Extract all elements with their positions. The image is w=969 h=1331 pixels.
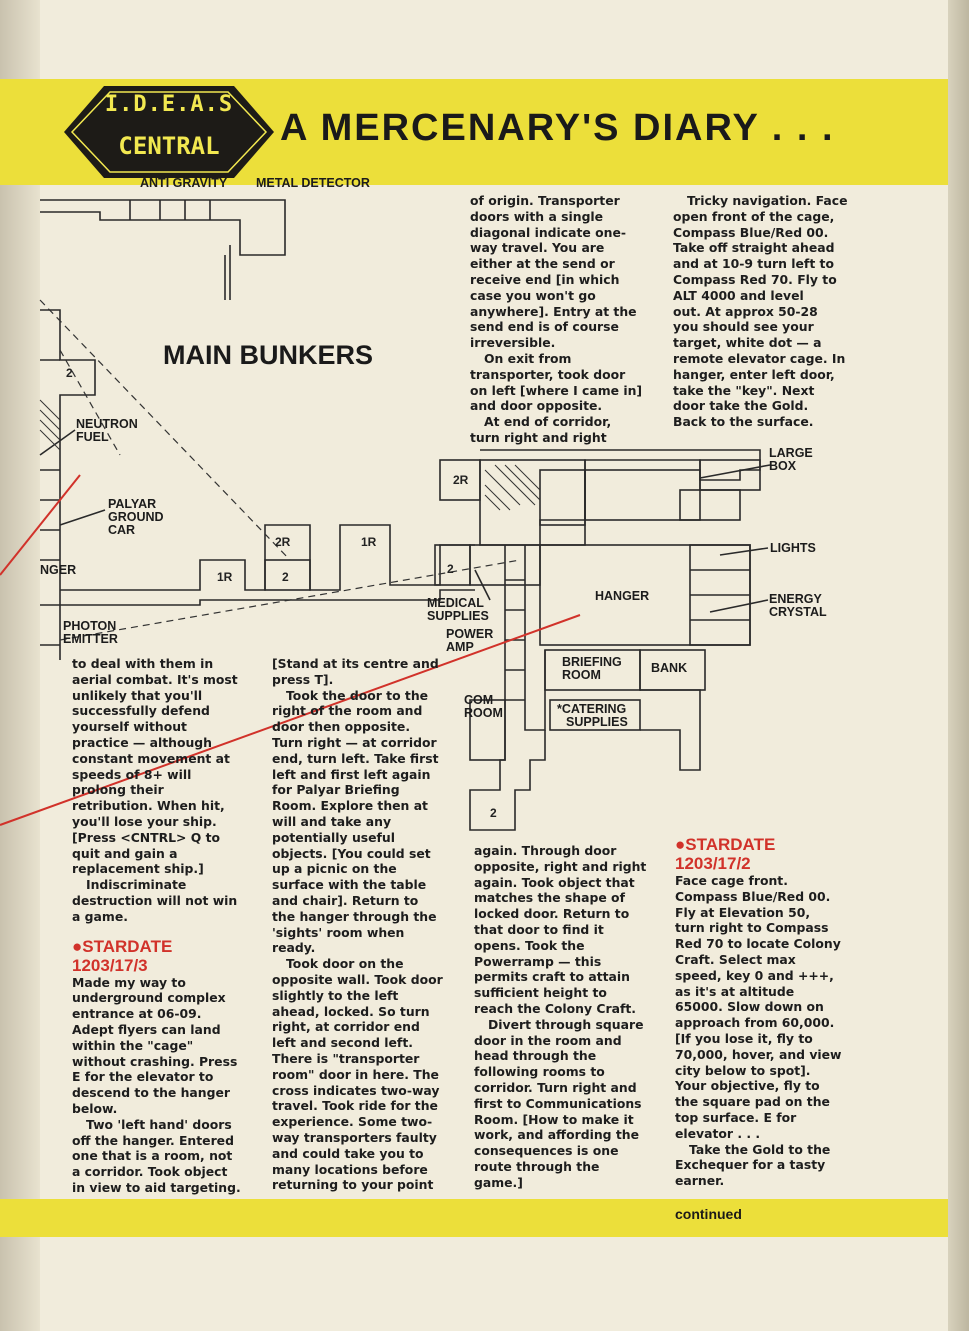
- label-catering-supplies: *CATERING SUPPLIES: [557, 702, 628, 729]
- label-briefing-room: BRIEFING ROOM: [562, 655, 622, 682]
- room-number: 1R: [361, 535, 377, 549]
- footer-band: [0, 1199, 948, 1237]
- label-energy-crystal: ENERGY CRYSTAL: [769, 592, 827, 619]
- room-number: 2R: [275, 535, 291, 549]
- label-metal-detector: METAL DETECTOR: [256, 176, 370, 190]
- label-power-amp: POWER AMP: [446, 627, 494, 654]
- stardate-heading-1: ●STARDATE: [72, 936, 173, 956]
- label-neutron-fuel: NEUTRON FUEL: [76, 417, 138, 444]
- label-hanger-left: NGER: [40, 563, 77, 577]
- room-number: 2: [282, 570, 289, 584]
- room-number: 1R: [217, 570, 233, 584]
- logo-line-2: CENTRAL: [118, 132, 220, 160]
- text-column-3-top: of origin. Transporter doors with a single diagonal indicate one- way travel. You are either at the send or receive end [in which case you won't go anywhere]. Entry at the send end is of course irreversible. On exit from transporter, took door on left [where I came in] and door opposite. At end of corridor, turn right and right: [470, 193, 643, 445]
- text-column-4-top: Tricky navigation. Face open front of the cage, Compass Blue/Red 00. Take off straight ahead and at 10-9 turn left to Compass Red 70. Fly to ALT 4000 and level out. At approx 50-28 you should see your target, white dot — a remote elevator cage. In hanger, enter left door, take the "key". Next door take the Gold. Back to the surface.: [673, 193, 848, 430]
- label-large-box: LARGE BOX: [769, 446, 813, 473]
- stardate-heading-2: ●STARDATE: [675, 835, 776, 854]
- ideas-central-logo: [62, 84, 276, 180]
- page-title: A MERCENARY'S DIARY . . .: [280, 107, 835, 149]
- label-anti-gravity: ANTI GRAVITY: [140, 176, 228, 190]
- room-number: 2: [66, 366, 73, 380]
- label-medical-supplies: MEDICAL SUPPLIES: [427, 596, 489, 623]
- text-column-3-bottom: again. Through door opposite, right and right again. Took object that matches the shape of locked door. Return to that door to find it opens. Took the Powerramp — this permits craft to attain sufficient height to reach the Colony Craft. Divert through square door in the room and head through the following rooms to corridor. Turn right and first to Communications Room. [How to make it work, and affording the consequences is one route through the game.]: [474, 843, 647, 1190]
- label-hanger: HANGER: [595, 589, 650, 603]
- room-number: 2R: [453, 473, 469, 487]
- room-number: 2: [447, 562, 454, 576]
- room-number: 2: [490, 806, 497, 820]
- label-photon-emitter: PHOTON EMITTER: [63, 619, 118, 646]
- label-com-room: COM ROOM: [464, 693, 503, 720]
- label-palyar-ground-car: PALYAR GROUND CAR: [108, 497, 164, 537]
- logo-line-1: I.D.E.A.S: [104, 92, 234, 117]
- text-column-1: to deal with them in aerial combat. It's most unlikely that you'll successfully defend yourself without practice — although constant movement at speeds of 8+ will prolong their retribution. When hit, you'll lose your ship. [Press <CNTRL> Q to quit and gain a replacement ship.] Indiscriminate destruction will not win a game. ●STARDATE 1203/17/3 Made my way to underground complex entrance at 06-09. Adept flyers can land within the "cage" without crashing. Press E for the elevator to descend to the hanger below. Two 'left hand' doors off the hanger. Entered one that is a room, not a corridor. Took object in view to aid targeting.: [72, 656, 262, 1196]
- map-title: MAIN BUNKERS: [163, 340, 374, 370]
- continued-label: continued: [675, 1206, 742, 1222]
- label-bank: BANK: [651, 661, 688, 675]
- label-lights: LIGHTS: [770, 541, 816, 555]
- text-column-4-bottom: ●STARDATE 1203/17/2 Face cage front. Compass Blue/Red 00. Fly at Elevation 50, turn right to Compass Red 70 to locate Colony Craft. Select max speed, key 0 and +++, as it's at altitude 65000. Slow down on approach from 60,000. [If you lose it, fly to 70,000, hover, and view city below to spot]. Your objective, fly to the square pad on the top surface. E for elevator . . . Take the Gold to the Exchequer for a tasty earner.: [675, 835, 871, 1189]
- text-column-2: [Stand at its centre and press T]. Took the door to the right of the room and door then opposite. Turn right — at corridor end, turn left. Take first left and first left again for Palyar Briefing Room. Explore then at will and take any potentially useful objects. [You could set up a picnic on the surface with the table and chair]. Return to the hanger through the 'sights' room when ready. Took door on the opposite wall. Took door slightly to the left ahead, locked. So turn right, at corridor end left and second left. There is "transporter room" door in here. The cross indicates two-way travel. Took ride for the experience. Some two- way transporters faulty and could take you to many locations before returning to your point: [272, 656, 443, 1193]
